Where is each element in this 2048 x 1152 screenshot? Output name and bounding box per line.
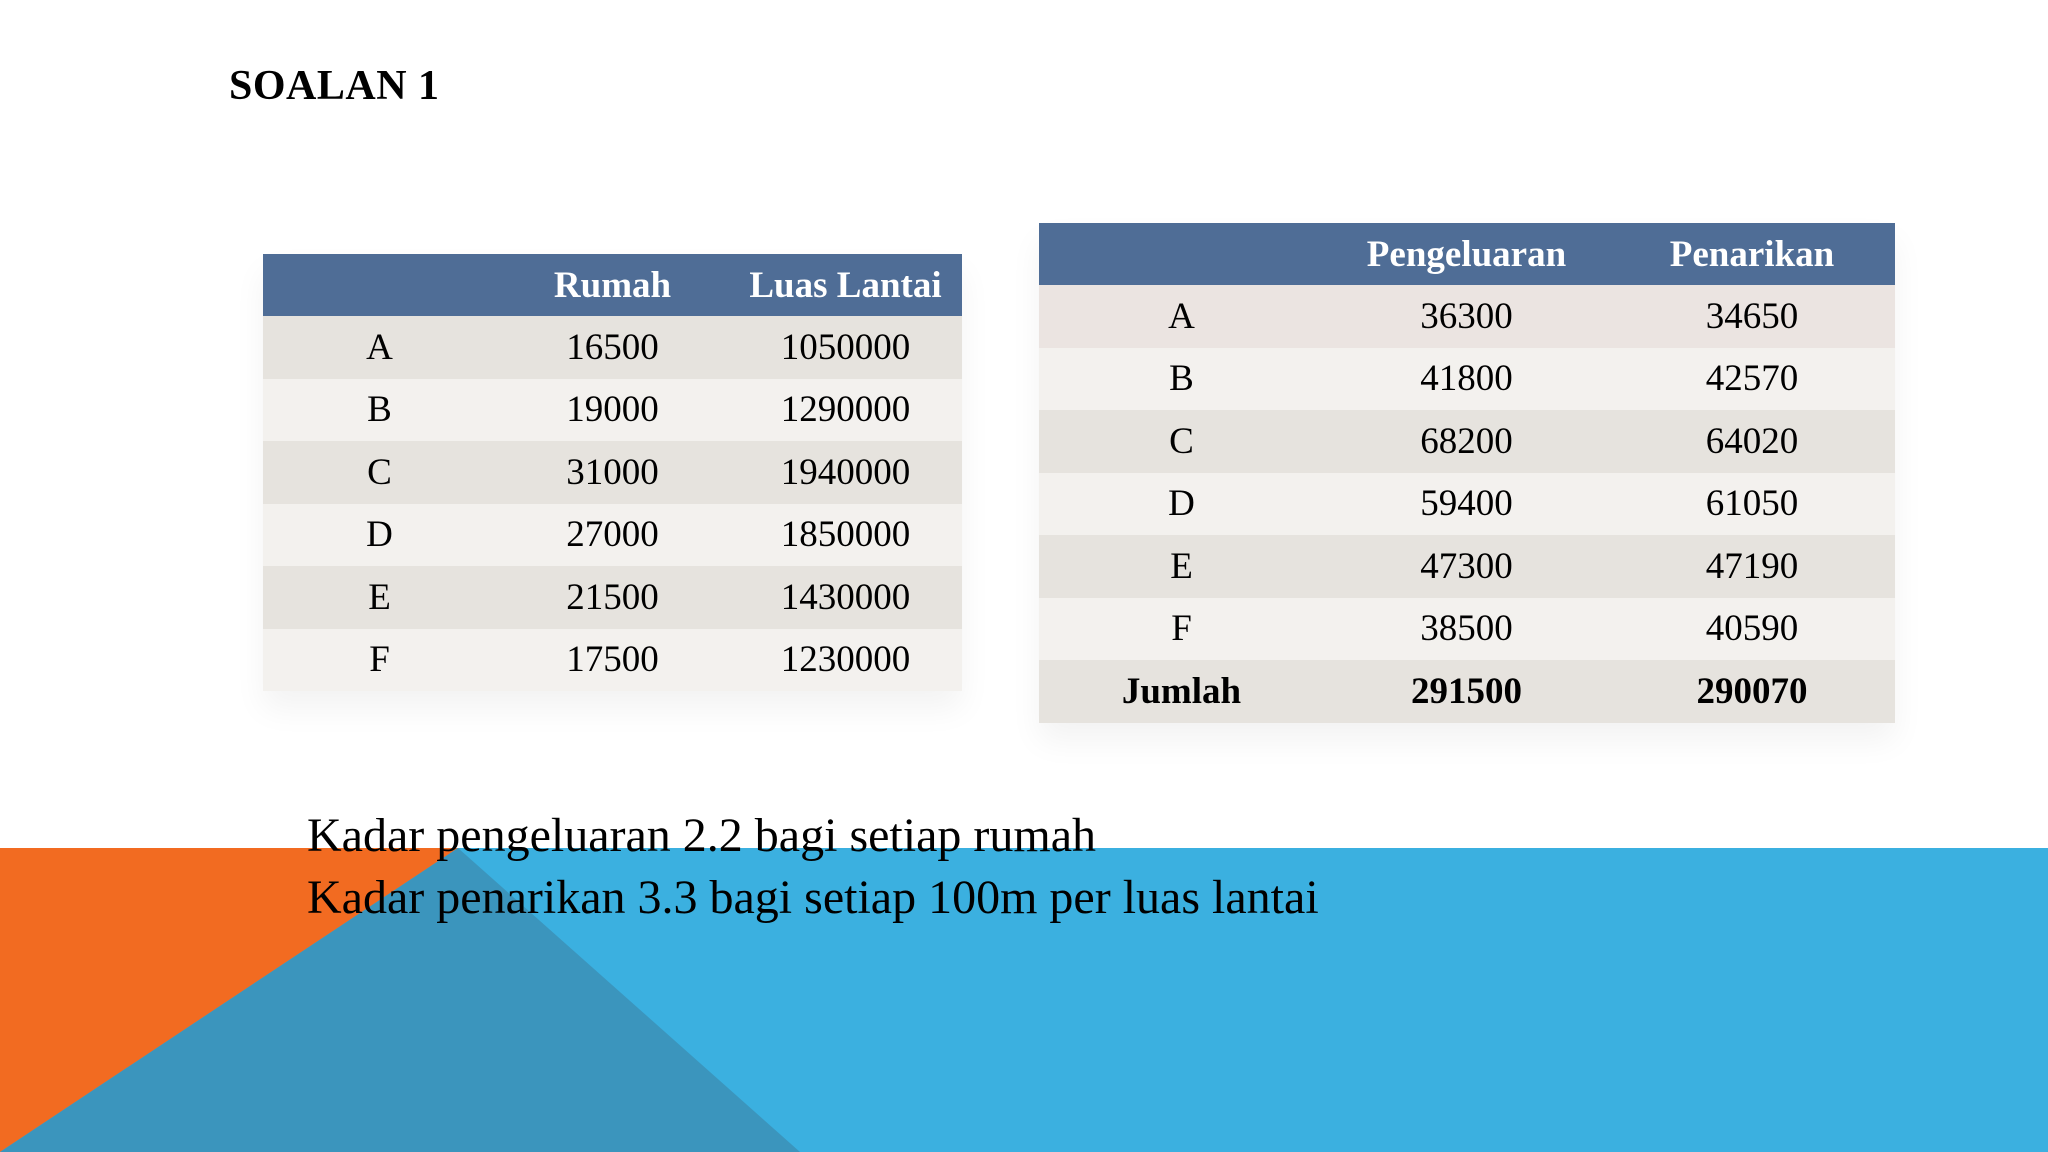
- penarikan-cell: 64020: [1609, 410, 1895, 473]
- luas-lantai-cell: 1430000: [729, 566, 962, 629]
- header-cell: [1039, 223, 1324, 285]
- total-pengeluaran: 291500: [1324, 660, 1609, 723]
- rumah-cell: 27000: [496, 504, 729, 567]
- penarikan-cell: 40590: [1609, 598, 1895, 661]
- table-row: [263, 379, 962, 442]
- notes: [307, 805, 1319, 929]
- rumah-luas-lantai-table: [263, 254, 962, 691]
- row-label: F: [263, 629, 496, 692]
- header-cell-luas-lantai: Luas Lantai: [729, 254, 962, 316]
- table-header-row: [263, 254, 962, 316]
- total-penarikan: 290070: [1609, 660, 1895, 723]
- table-row: [1039, 410, 1895, 473]
- rumah-cell: 21500: [496, 566, 729, 629]
- table-row: [1039, 473, 1895, 536]
- row-label: E: [1039, 535, 1324, 598]
- row-label: C: [1039, 410, 1324, 473]
- header-cell-rumah: Rumah: [496, 254, 729, 316]
- table-header-row: [1039, 223, 1895, 285]
- rumah-cell: 31000: [496, 441, 729, 504]
- luas-lantai-cell: 1050000: [729, 316, 962, 379]
- luas-lantai-cell: 1290000: [729, 379, 962, 442]
- slide-title: SOALAN 1: [229, 63, 440, 109]
- pengeluaran-penarikan-table: [1039, 223, 1895, 723]
- row-label: E: [263, 566, 496, 629]
- luas-lantai-cell: 1940000: [729, 441, 962, 504]
- table-row: [263, 629, 962, 692]
- luas-lantai-cell: 1230000: [729, 629, 962, 692]
- total-row: [1039, 660, 1895, 723]
- row-label: D: [263, 504, 496, 567]
- note-penarikan-rate: Kadar penarikan 3.3 bagi setiap 100m per luas lantai: [307, 871, 1319, 924]
- penarikan-cell: 42570: [1609, 348, 1895, 411]
- rumah-cell: 17500: [496, 629, 729, 692]
- table-row: [1039, 285, 1895, 348]
- table-row: [263, 441, 962, 504]
- penarikan-cell: 34650: [1609, 285, 1895, 348]
- row-label: A: [1039, 285, 1324, 348]
- row-label: B: [1039, 348, 1324, 411]
- rumah-cell: 16500: [496, 316, 729, 379]
- row-label: C: [263, 441, 496, 504]
- header-cell-pengeluaran: Pengeluaran: [1324, 223, 1609, 285]
- note-pengeluaran-rate: Kadar pengeluaran 2.2 bagi setiap rumah: [307, 809, 1097, 862]
- table-row: [263, 504, 962, 567]
- penarikan-cell: 61050: [1609, 473, 1895, 536]
- pengeluaran-cell: 68200: [1324, 410, 1609, 473]
- pengeluaran-cell: 59400: [1324, 473, 1609, 536]
- table-row: [1039, 348, 1895, 411]
- header-cell-penarikan: Penarikan: [1609, 223, 1895, 285]
- table-row: [263, 566, 962, 629]
- pengeluaran-cell: 41800: [1324, 348, 1609, 411]
- row-label: A: [263, 316, 496, 379]
- table-row: [1039, 535, 1895, 598]
- pengeluaran-cell: 47300: [1324, 535, 1609, 598]
- pengeluaran-cell: 38500: [1324, 598, 1609, 661]
- row-label: F: [1039, 598, 1324, 661]
- table-row: [263, 316, 962, 379]
- luas-lantai-cell: 1850000: [729, 504, 962, 567]
- rumah-cell: 19000: [496, 379, 729, 442]
- row-label: B: [263, 379, 496, 442]
- total-label: Jumlah: [1039, 660, 1324, 723]
- row-label: D: [1039, 473, 1324, 536]
- table-row: [1039, 598, 1895, 661]
- penarikan-cell: 47190: [1609, 535, 1895, 598]
- header-cell: [263, 254, 496, 316]
- pengeluaran-cell: 36300: [1324, 285, 1609, 348]
